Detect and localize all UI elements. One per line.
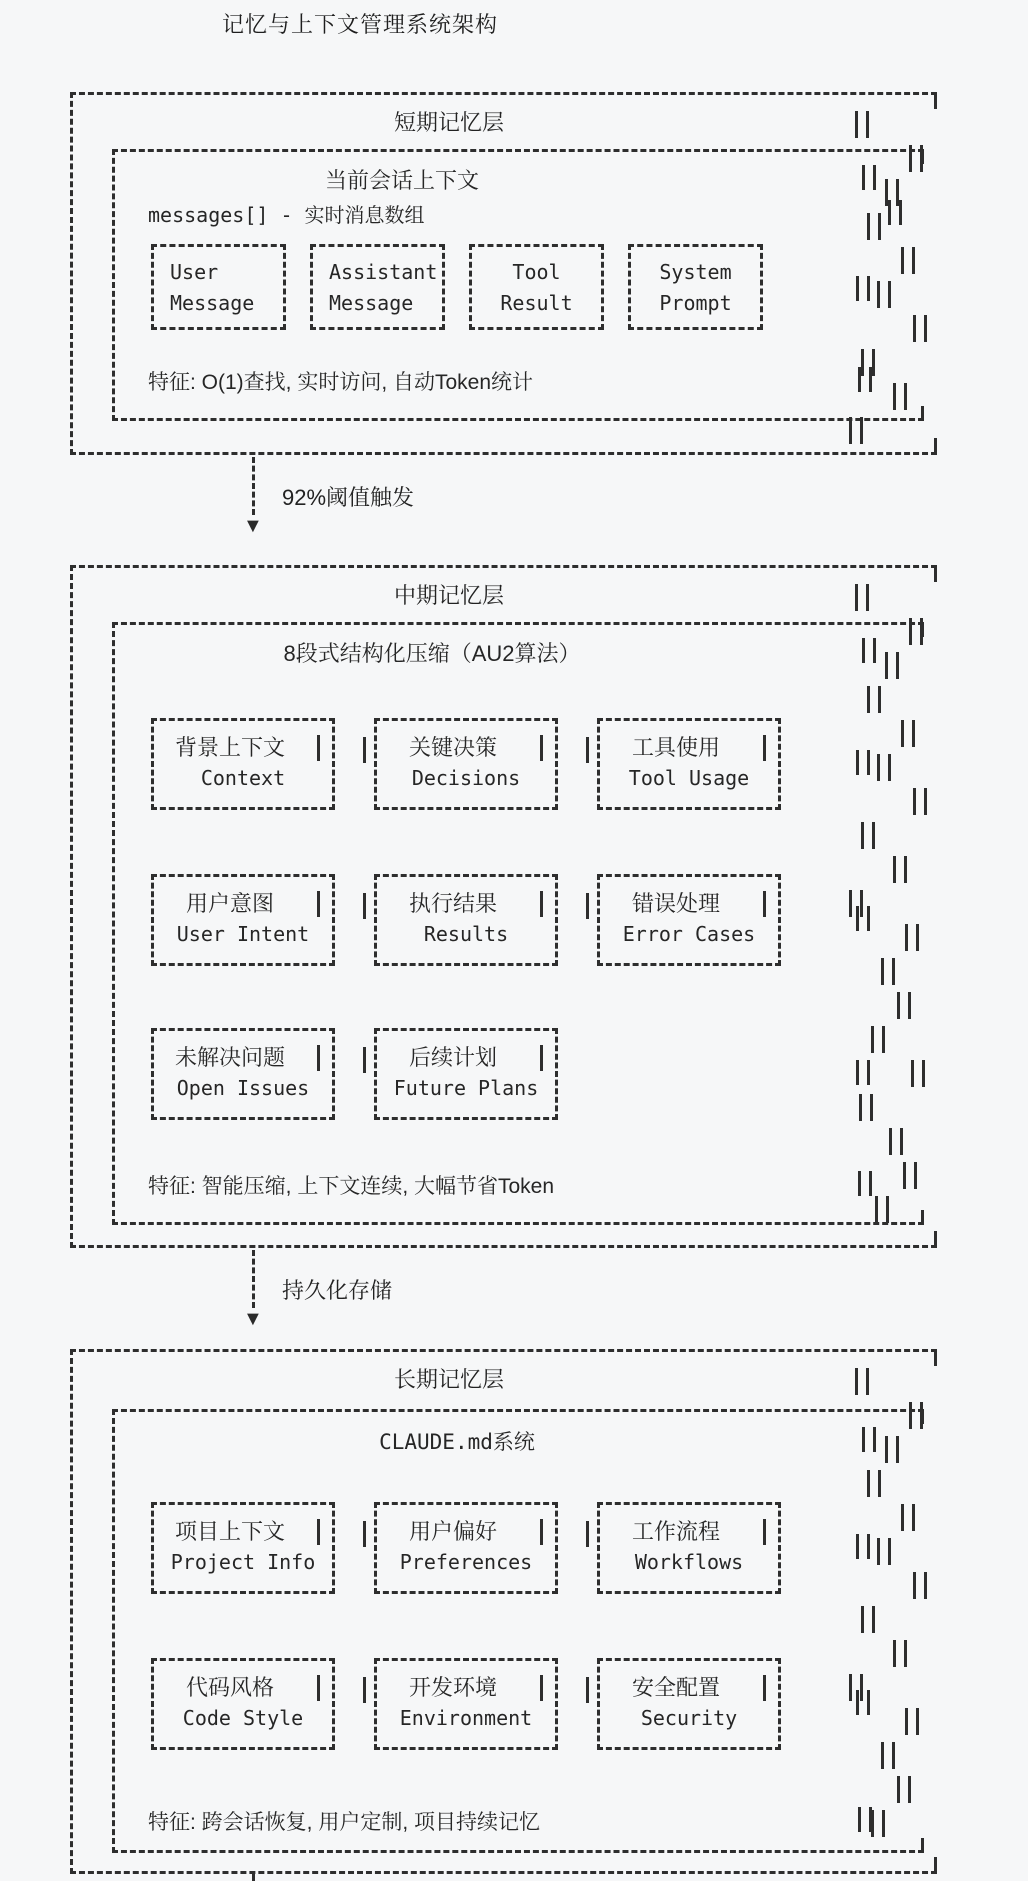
box-label-line2: Open Issues [176, 1076, 310, 1100]
border-dash-artifact [867, 1470, 881, 1497]
box-label-line2: Results [423, 922, 509, 946]
box-label-line2: Message [329, 291, 414, 315]
message-type-row [115, 244, 924, 330]
connector-stub-bottom [252, 1874, 255, 1881]
border-dash-artifact [855, 584, 869, 611]
border-dash-artifact [905, 1708, 919, 1735]
border-dash-artifact [856, 276, 870, 301]
down-arrow-icon [243, 1308, 263, 1331]
border-dash-artifact [849, 890, 863, 917]
border-dash-artifact [909, 145, 923, 172]
claude-md-row-1 [115, 1502, 924, 1594]
box-label-line1: 工作流程 [631, 1519, 720, 1544]
box-label-line2: Future Plans [393, 1076, 539, 1100]
box-assistant-message [310, 244, 445, 330]
long-term-inner-panel [112, 1409, 924, 1853]
box-tool-result [469, 244, 604, 330]
border-dash-artifact [901, 1504, 915, 1531]
border-dash-artifact [909, 618, 923, 645]
border-dash-artifact [855, 1368, 869, 1395]
border-dash-artifact [858, 1807, 872, 1832]
border-dash-artifact [913, 1572, 927, 1599]
box-label-line2: Code Style [182, 1706, 304, 1730]
layer-title-short-term: 短期记忆层 [393, 110, 504, 135]
inner-heading-session-context [115, 164, 924, 192]
feature-text: 特征: 跨会话恢复, 用户定制, 项目持续记忆 [148, 1811, 541, 1834]
border-dash-artifact [861, 1606, 875, 1633]
box-label-line1: 错误处理 [631, 891, 720, 916]
border-dash-artifact [885, 652, 899, 679]
border-dash-artifact [849, 417, 863, 444]
border-dash-artifact [893, 856, 907, 883]
box-label-line2: Preferences [399, 1550, 533, 1574]
border-dash-artifact [877, 754, 891, 781]
box-label-line1: Tool [512, 260, 561, 284]
box-preferences [374, 1502, 558, 1594]
inner-heading-compression [115, 637, 924, 665]
box-label-line1: 关键决策 [408, 735, 497, 760]
connector-threshold-trigger [252, 455, 472, 551]
box-label-line1: System [659, 260, 732, 284]
box-label-line2: Security [640, 1706, 738, 1730]
border-dash-artifact [849, 1674, 863, 1701]
box-user-intent [151, 874, 335, 966]
box-label-line1: 安全配置 [631, 1675, 720, 1700]
layer-mid-term-memory [70, 565, 937, 1248]
box-label-line2: Decisions [411, 766, 521, 790]
box-label-line2: Environment [399, 1706, 533, 1730]
border-dash-artifact [862, 1427, 876, 1452]
feature-text: 特征: O(1)查找, 实时访问, 自动Token统计 [148, 371, 534, 394]
border-dash-artifact [867, 686, 881, 713]
border-dash-artifact [858, 1171, 872, 1196]
box-label-line1: 用户意图 [185, 891, 274, 916]
compression-row-3 [115, 1028, 924, 1120]
connector-persistent-storage [252, 1248, 472, 1344]
layer-short-term-memory [70, 92, 937, 455]
border-dash-artifact [862, 165, 876, 190]
border-dash-artifact [856, 1534, 870, 1559]
connector-line [252, 457, 255, 515]
inner-heading-text: CLAUDE.md系统 [379, 1430, 535, 1454]
box-user-message [151, 244, 286, 330]
border-dash-artifact [877, 1538, 891, 1565]
box-label-line1: 开发环境 [408, 1675, 497, 1700]
box-label-line2: Workflows [634, 1550, 744, 1574]
box-label-line2: User Intent [176, 922, 310, 946]
border-dash-artifact [861, 349, 875, 376]
border-dash-artifact [859, 1094, 873, 1121]
compression-row-2 [115, 874, 924, 966]
border-dash-artifact [885, 1436, 899, 1463]
page-title: 记忆与上下文管理系统架构 [222, 12, 499, 37]
border-dash-artifact [867, 213, 881, 240]
layer-title-mid-term: 中期记忆层 [393, 583, 504, 608]
box-label-line1: User [170, 260, 219, 284]
feature-line-long-term [115, 1806, 924, 1834]
mid-term-inner-panel [112, 622, 924, 1225]
border-dash-artifact [909, 1402, 923, 1429]
box-results [374, 874, 558, 966]
border-dash-artifact [903, 1162, 917, 1189]
down-arrow-icon [243, 515, 263, 538]
box-label-line1: 执行结果 [408, 891, 497, 916]
box-label-line2: Message [170, 291, 255, 315]
border-dash-artifact [862, 638, 876, 663]
box-future-plans [374, 1028, 558, 1120]
box-label-line1: 背景上下文 [174, 735, 285, 760]
box-label-line2: Context [200, 766, 286, 790]
box-label-line1: 用户偏好 [408, 1519, 497, 1544]
border-dash-artifact [893, 383, 907, 410]
border-dash-artifact [856, 750, 870, 775]
box-security [597, 1658, 781, 1750]
border-dash-artifact [913, 788, 927, 815]
border-dash-artifact [901, 720, 915, 747]
box-system-prompt [628, 244, 763, 330]
box-label-line2: Result [500, 291, 573, 315]
box-code-style [151, 1658, 335, 1750]
border-dash-artifact [855, 111, 869, 138]
box-context [151, 718, 335, 810]
border-dash-artifact [861, 822, 875, 849]
feature-text: 特征: 智能压缩, 上下文连续, 大幅节省Token [148, 1175, 555, 1198]
inner-heading-text: 当前会话上下文 [324, 168, 479, 193]
box-label-line1: 后续计划 [408, 1045, 497, 1070]
border-dash-artifact [875, 1196, 889, 1223]
box-label-line1: 项目上下文 [174, 1519, 285, 1544]
border-dash-artifact [885, 179, 899, 206]
box-label-line2: Prompt [659, 291, 732, 315]
box-label-line2: Error Cases [622, 922, 756, 946]
box-error-cases [597, 874, 781, 966]
box-label-line2: Tool Usage [628, 766, 750, 790]
box-label-line1: 代码风格 [185, 1675, 274, 1700]
border-dash-artifact [856, 1060, 870, 1085]
inner-heading-claude-md [115, 1426, 924, 1454]
connector-label: 持久化存储 [282, 1278, 393, 1303]
border-dash-artifact [905, 924, 919, 951]
border-dash-artifact [901, 247, 915, 274]
connector-line [252, 1250, 255, 1308]
messages-array-text: messages[] - 实时消息数组 [148, 203, 425, 227]
box-label-line1: Assistant [329, 260, 438, 284]
feature-line-mid-term [115, 1170, 924, 1198]
border-dash-artifact [913, 315, 927, 342]
box-label-line1: 工具使用 [631, 735, 720, 760]
layer-long-term-memory [70, 1349, 937, 1874]
border-dash-artifact [871, 1026, 885, 1053]
border-dash-artifact [881, 1742, 895, 1769]
inner-heading-text: 8段式结构化压缩（AU2算法） [283, 641, 581, 666]
border-dash-artifact [897, 992, 911, 1019]
box-label-line2: Project Info [170, 1550, 316, 1574]
border-dash-artifact [911, 1060, 925, 1087]
claude-md-row-2 [115, 1658, 924, 1750]
connector-label: 92%阈值触发 [282, 485, 415, 510]
box-label-line1: 未解决问题 [174, 1045, 285, 1070]
border-dash-artifact [881, 958, 895, 985]
compression-row-1 [115, 718, 924, 810]
box-open-issues [151, 1028, 335, 1120]
box-project-info [151, 1502, 335, 1594]
border-dash-artifact [889, 1128, 903, 1155]
box-decisions [374, 718, 558, 810]
box-environment [374, 1658, 558, 1750]
box-workflows [597, 1502, 781, 1594]
border-dash-artifact [877, 281, 891, 308]
border-dash-artifact [871, 1810, 885, 1837]
layer-title-long-term: 长期记忆层 [393, 1367, 504, 1392]
border-dash-artifact [893, 1640, 907, 1667]
messages-array-line [115, 199, 924, 227]
border-dash-artifact [897, 1776, 911, 1803]
box-tool-usage [597, 718, 781, 810]
short-term-inner-panel [112, 149, 924, 421]
feature-line-short-term [115, 366, 924, 394]
